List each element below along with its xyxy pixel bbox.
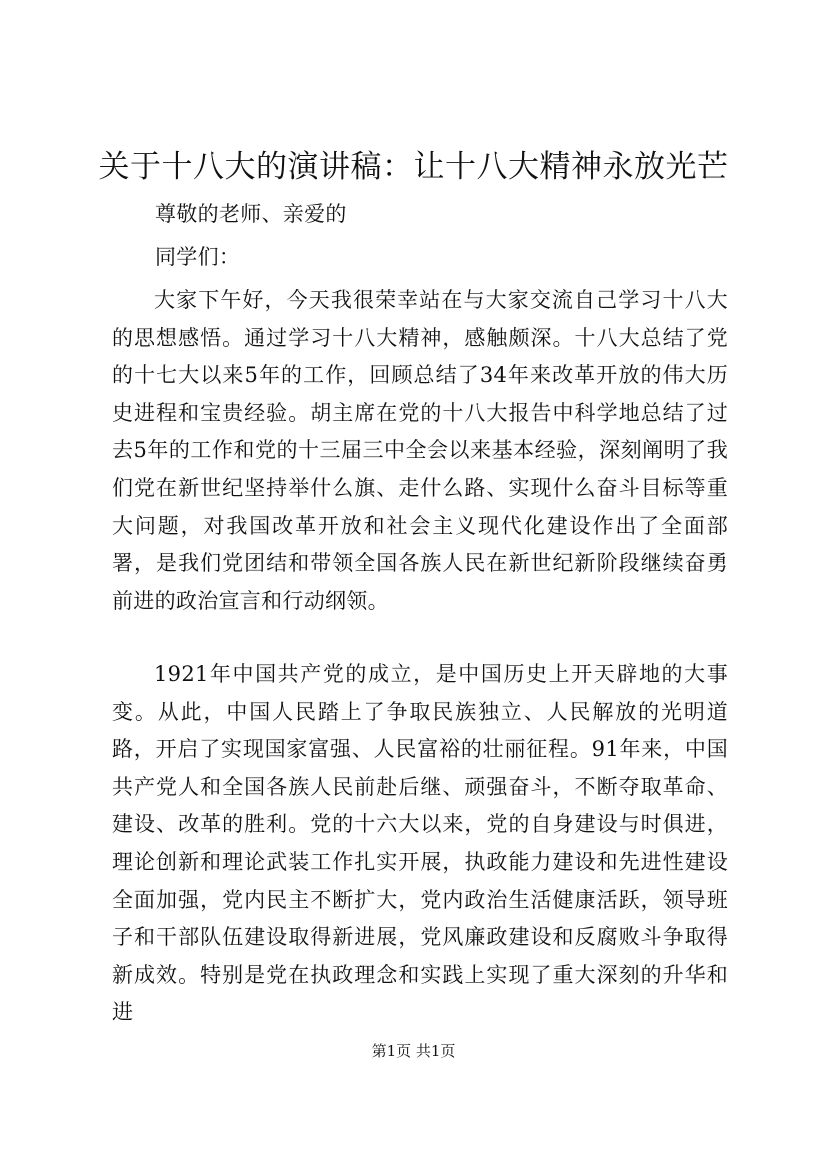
document-title: 关于十八大的演讲稿：让十八大精神永放光芒: [98, 149, 729, 185]
body-paragraph-2: 1921年中国共产党的成立，是中国历史上开天辟地的大事变。从此，中国人民踏上了争取民族独立、人民解放的光明道路，开启了实现国家富强、人民富裕的壮丽征程。91年来，中国共产党人和全国各族人民前赴后继、顽强奋斗，不断夺取革命、建设、改革的胜利。党的十六大以来，党的自身建设与时俱进，理论创新和理论武装工作扎实开展，执政能力建设和先进性建设全面加强，党内民主不断扩大，党内政治生活健康活跃，领导班子和干部队伍建设取得新进展，党风廉政建设和反腐败斗争取得新成效。特别是党在执政理念和实践上实现了重大深刻的升华和进: [112, 662, 728, 1025]
body-paragraph-1: 大家下午好，今天我很荣幸站在与大家交流自己学习十八大的思想感悟。通过学习十八大精神，感触颇深。十八大总结了党的十七大以来5年的工作，回顾总结了34年来改革开放的伟大历史进程和宝贵经验。胡主席在党的十八大报告中科学地总结了过去5年的工作和党的十三届三中全会以来基本经验，深刻阐明了我们党在新世纪坚持举什么旗、走什么路、实现什么奋斗目标等重大问题，对我国改革开放和社会主义现代化建设作出了全面部署，是我们党团结和带领全国各族人民在新世纪新阶段继续奋勇前进的政治宣言和行动纲领。: [112, 288, 728, 613]
salutation-line-2: 同学们：: [155, 245, 241, 269]
salutation-line-1: 尊敬的老师、亲爱的: [155, 202, 347, 226]
page-number-footer: 第1页 共1页: [371, 1042, 456, 1060]
